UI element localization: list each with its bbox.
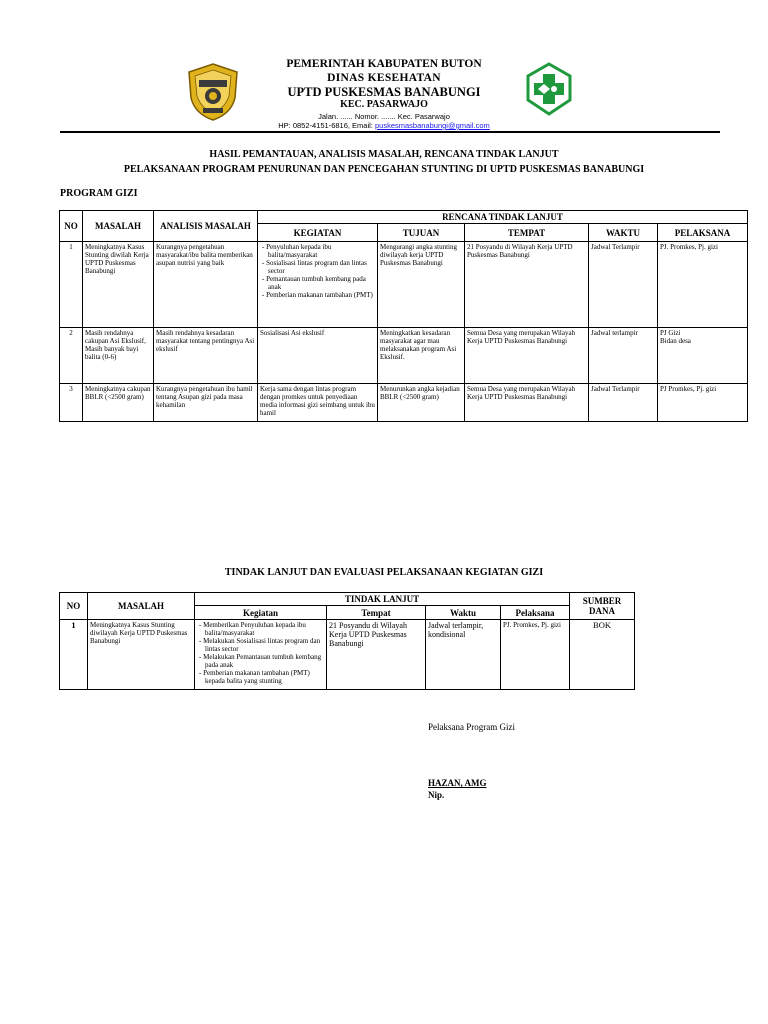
evaluation-table bbox=[59, 592, 635, 690]
header-tujuan: TUJUAN bbox=[378, 224, 465, 242]
report-title-line1: HASIL PEMANTAUAN, ANALISIS MASALAH, RENCANA TINDAK LANJUT bbox=[209, 149, 559, 160]
signature-name: HAZAN, AMG bbox=[428, 778, 487, 788]
letterhead-address: Jalan. ...... Nomor. ....... Kec. Pasarwajo bbox=[318, 112, 450, 121]
cell-tempat: 21 Posyandu di Wilayah Kerja UPTD Puskesmas Banabungi bbox=[465, 242, 589, 328]
header-no: NO bbox=[60, 593, 88, 620]
cell-waktu: Jadwal Terlampir bbox=[589, 242, 658, 328]
cell-no: 1 bbox=[60, 242, 83, 328]
signature-label: Pelaksana Program Gizi bbox=[428, 722, 515, 732]
list-item: - Melakukan Sosialisasi lintas program dan lintas sector bbox=[205, 637, 324, 653]
letterhead-contact bbox=[200, 121, 568, 130]
table-row bbox=[60, 328, 748, 384]
header-tempat: TEMPAT bbox=[465, 224, 589, 242]
cell-tujuan: Meningkatkan kesadaran masyarakat agar mau melaksanakan program Asi Ekslusif. bbox=[378, 328, 465, 384]
header-masalah: MASALAH bbox=[88, 593, 195, 620]
header-kegiatan: KEGIATAN bbox=[258, 224, 378, 242]
header-pelaksana: PELAKSANA bbox=[658, 224, 748, 242]
letterhead-government: PEMERINTAH KABUPATEN BUTON bbox=[286, 58, 482, 70]
cell-no: 3 bbox=[60, 384, 83, 422]
list-item: - Pemberian makanan tambahan (PMT) bbox=[268, 291, 375, 299]
kegiatan-list bbox=[260, 243, 375, 299]
header-rencana-tindak-lanjut: RENCANA TINDAK LANJUT bbox=[258, 211, 748, 224]
buton-regency-emblem-icon bbox=[185, 62, 241, 122]
cell-analisis: Masih rendahnya kesadaran masyarakat tentang pentingnya Asi ekslusif bbox=[154, 328, 258, 384]
cell-tempat: Semua Desa yang merupakan Wilayah Kerja UPTD Puskesmas Banabungi bbox=[465, 384, 589, 422]
header-tindak-lanjut: TINDAK LANJUT bbox=[195, 593, 570, 606]
cell-kegiatan: Sosialisasi Asi ekslusif bbox=[258, 328, 378, 384]
header-masalah: MASALAH bbox=[83, 211, 154, 242]
list-item: - Pemantauan tumbuh kembang pada anak bbox=[268, 275, 375, 291]
kegiatan-list bbox=[197, 621, 324, 685]
contact-phone: HP: 0852-4151-6816, Email: bbox=[278, 121, 375, 130]
cell-masalah: Meningkatnya Kasus Stunting diwilayah Kerja UPTD Puskesmas Banabungi bbox=[88, 620, 195, 690]
cell-pelaksana: PJ. Promkes, Pj. gizi bbox=[658, 242, 748, 328]
letterhead-divider bbox=[60, 131, 720, 133]
cell-tempat: 21 Posyandu di Wilayah Kerja UPTD Puskesmas Banabungi bbox=[327, 620, 426, 690]
contact-email-link[interactable]: puskesmasbanabungi@gmail.com bbox=[374, 121, 490, 130]
signature-nip: Nip. bbox=[428, 790, 445, 800]
header-sumber-dana: SUMBER DANA bbox=[570, 593, 635, 620]
letterhead-department: DINAS KESEHATAN bbox=[327, 72, 441, 84]
header-analisis: ANALISIS MASALAH bbox=[154, 211, 258, 242]
letterhead-district: KEC. PASARWAJO bbox=[340, 99, 428, 110]
cell-tempat: Semua Desa yang merupakan Wilayah Kerja UPTD Puskesmas Banabungi bbox=[465, 328, 589, 384]
list-item: - Memberikan Penyuluhan kepada ibu balita/masyarakat bbox=[205, 621, 324, 637]
cell-masalah: Masih rendahnya cakupan Asi Ekslusif, Masih banyak bayi balita (0-6) bbox=[83, 328, 154, 384]
cell-waktu: Jadwal Terlampir bbox=[589, 384, 658, 422]
cell-kegiatan: Kerja sama dengan lintas program dengan promkes untuk penyediaan media informasi gizi seimbang untuk ibu hamil bbox=[258, 384, 378, 422]
list-item: - Pemberian makanan tambahan (PMT) kepada balita yang stunting bbox=[205, 669, 324, 685]
header-kegiatan: Kegiatan bbox=[195, 606, 327, 620]
letterhead bbox=[0, 0, 768, 140]
cell-analisis: Kurangnya pengetahuan ibu hamil tentang Asupan gizi pada masa kehamilan bbox=[154, 384, 258, 422]
cell-pelaksana: PJ. Promkes, Pj. gizi bbox=[501, 620, 570, 690]
cell-kegiatan bbox=[195, 620, 327, 690]
header-waktu: Waktu bbox=[426, 606, 501, 620]
section-title: TINDAK LANJUT DAN EVALUASI PELAKSANAAN KEGIATAN GIZI bbox=[224, 567, 544, 578]
cell-kegiatan bbox=[258, 242, 378, 328]
header-tempat: Tempat bbox=[327, 606, 426, 620]
list-item: - Penyuluhan kepada ibu balita/masyarakat bbox=[268, 243, 375, 259]
program-label: PROGRAM GIZI bbox=[60, 188, 138, 199]
cell-pelaksana: PJ Gizi Bidan desa bbox=[658, 328, 748, 384]
table-row bbox=[60, 384, 748, 422]
cell-masalah: Meningkatnya cakupan BBLR (<2500 gram) bbox=[83, 384, 154, 422]
cell-tujuan: Menurunkan angka kejadian BBLR (<2500 gram) bbox=[378, 384, 465, 422]
report-title-line2: PELAKSANAAN PROGRAM PENURUNAN DAN PENCEGAHAN STUNTING DI UPTD PUSKESMAS BANABUNGI bbox=[123, 164, 645, 175]
header-waktu: WAKTU bbox=[589, 224, 658, 242]
cell-masalah: Meningkatnya Kasus Stunting diwilah Kerja UPTD Puskesmas Banabungi bbox=[83, 242, 154, 328]
cell-waktu: Jadwal terlampir bbox=[589, 328, 658, 384]
list-item: - Melakukan Pemantauan tumbuh kembang pada anak bbox=[205, 653, 324, 669]
letterhead-institution: UPTD PUSKESMAS BANABUNGI bbox=[287, 85, 481, 99]
cell-waktu: Jadwal terlampir, kondisional bbox=[426, 620, 501, 690]
cell-sumber-dana: BOK bbox=[570, 620, 635, 690]
table-row bbox=[60, 242, 748, 328]
monitoring-table bbox=[59, 210, 748, 422]
header-pelaksana: Pelaksana bbox=[501, 606, 570, 620]
header-no: NO bbox=[60, 211, 83, 242]
cell-no: 2 bbox=[60, 328, 83, 384]
cell-no: 1 bbox=[60, 620, 88, 690]
table-row bbox=[60, 620, 635, 690]
list-item: - Sosialisasi lintas program dan lintas sector bbox=[268, 259, 375, 275]
cell-analisis: Kurangnya pengetahuan masyarakat/ibu balita memberikan asupan nutrisi yang baik bbox=[154, 242, 258, 328]
cell-pelaksana: PJ Promkes, Pj. gizi bbox=[658, 384, 748, 422]
cell-tujuan: Mengurangi angka stunting diwilayah kerja UPTD Puskesmas Banabungi bbox=[378, 242, 465, 328]
